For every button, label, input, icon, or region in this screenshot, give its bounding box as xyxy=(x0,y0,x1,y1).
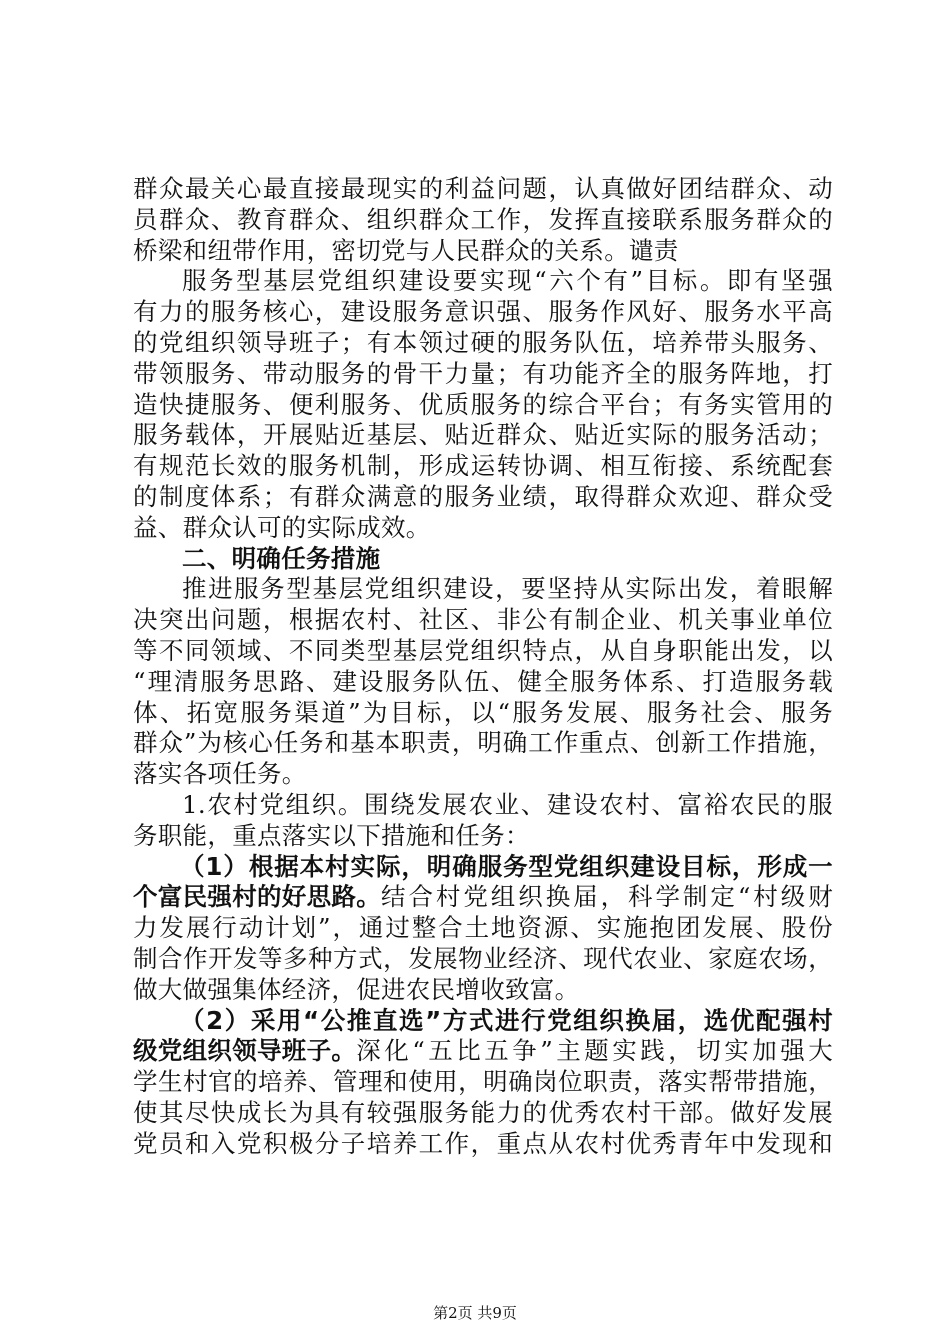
paragraph-line: 务职能，重点落实以下措施和任务： xyxy=(133,820,530,850)
document-body xyxy=(133,174,833,1160)
section-heading: 二、明确任务措施 xyxy=(182,543,381,573)
paragraph-line: 员群众、教育群众、组织群众工作，发挥直接联系服务群众的 xyxy=(133,204,833,234)
bold-subheading: （2）采用“公推直选”方式进行党组织换届，选优配强村 xyxy=(180,1005,833,1035)
paragraph-line: 有力的服务核心，建设服务意识强、服务作风好、服务水平高 xyxy=(133,297,833,327)
paragraph-line: “理清服务思路、建设服务队伍、健全服务体系、打造服务载 xyxy=(133,666,833,696)
paragraph-line: 造快捷服务、便利服务、优质服务的综合平台；有务实管用的 xyxy=(133,389,833,419)
bold-subheading-continuation: 级党组织领导班子。 xyxy=(133,1036,357,1066)
page-footer xyxy=(0,1302,950,1323)
bold-subheading-continuation: 个富民强村的好思路。 xyxy=(133,882,381,912)
paragraph-line: 益、群众认可的实际成效。 xyxy=(133,512,431,542)
paragraph-line: 推进服务型基层党组织建设，要坚持从实际出发，着眼解 xyxy=(182,574,833,604)
paragraph-line: 1.农村党组织。围绕发展农业、建设农村、富裕农民的服 xyxy=(182,789,833,819)
paragraph-line: 的制度体系；有群众满意的服务业绩，取得群众欢迎、群众受 xyxy=(133,481,833,511)
paragraph-line: 制合作开发等多种方式，发展物业经济、现代农业、家庭农场， xyxy=(133,943,833,973)
paragraph-line: 落实各项任务。 xyxy=(133,759,307,789)
paragraph-line: 学生村官的培养、管理和使用，明确岗位职责，落实帮带措施， xyxy=(133,1067,833,1097)
paragraph-text: 结合村党组织换届，科学制定“村级财 xyxy=(381,882,833,912)
paragraph-line: 做大做强集体经济，促进农民增收致富。 xyxy=(133,974,580,1004)
paragraph-line: 服务型基层党组织建设要实现“六个有”目标。即有坚强 xyxy=(182,266,833,296)
paragraph-line: 决突出问题，根据农村、社区、非公有制企业、机关事业单位 xyxy=(133,605,833,635)
paragraph-line: 有规范长效的服务机制，形成运转协调、相互衔接、系统配套 xyxy=(133,451,833,481)
bold-subheading: （1）根据本村实际，明确服务型党组织建设目标，形成一 xyxy=(180,851,833,881)
paragraph-line: 力发展行动计划”，通过整合土地资源、实施抱团发展、股份 xyxy=(133,913,833,943)
mixed-line xyxy=(133,882,833,913)
paragraph-line: 群众最关心最直接最现实的利益问题，认真做好团结群众、动 xyxy=(133,174,833,203)
page-number: 第2页 共9页 xyxy=(433,1304,517,1322)
paragraph-line: 使其尽快成长为具有较强服务能力的优秀农村干部。做好发展 xyxy=(133,1097,833,1127)
paragraph-line: 桥梁和纽带作用，密切党与人民群众的关系。谴责 xyxy=(133,235,679,265)
paragraph-line: 等不同领域、不同类型基层党组织特点，从自身职能出发，以 xyxy=(133,635,833,665)
paragraph-line: 群众”为核心任务和基本职责，明确工作重点、创新工作措施， xyxy=(133,728,833,758)
mixed-line xyxy=(133,1036,833,1067)
paragraph-line: 服务载体，开展贴近基层、贴近群众、贴近实际的服务活动； xyxy=(133,420,833,450)
paragraph-line: 带领服务、带动服务的骨干力量；有功能齐全的服务阵地，打 xyxy=(133,358,833,388)
paragraph-line: 体、拓宽服务渠道”为目标，以“服务发展、服务社会、服务 xyxy=(133,697,833,727)
paragraph-line: 的党组织领导班子；有本领过硬的服务队伍，培养带头服务、 xyxy=(133,327,833,357)
paragraph-line: 党员和入党积极分子培养工作，重点从农村优秀青年中发现和 xyxy=(133,1128,833,1158)
paragraph-text: 深化“五比五争”主题实践，切实加强大 xyxy=(356,1036,833,1066)
